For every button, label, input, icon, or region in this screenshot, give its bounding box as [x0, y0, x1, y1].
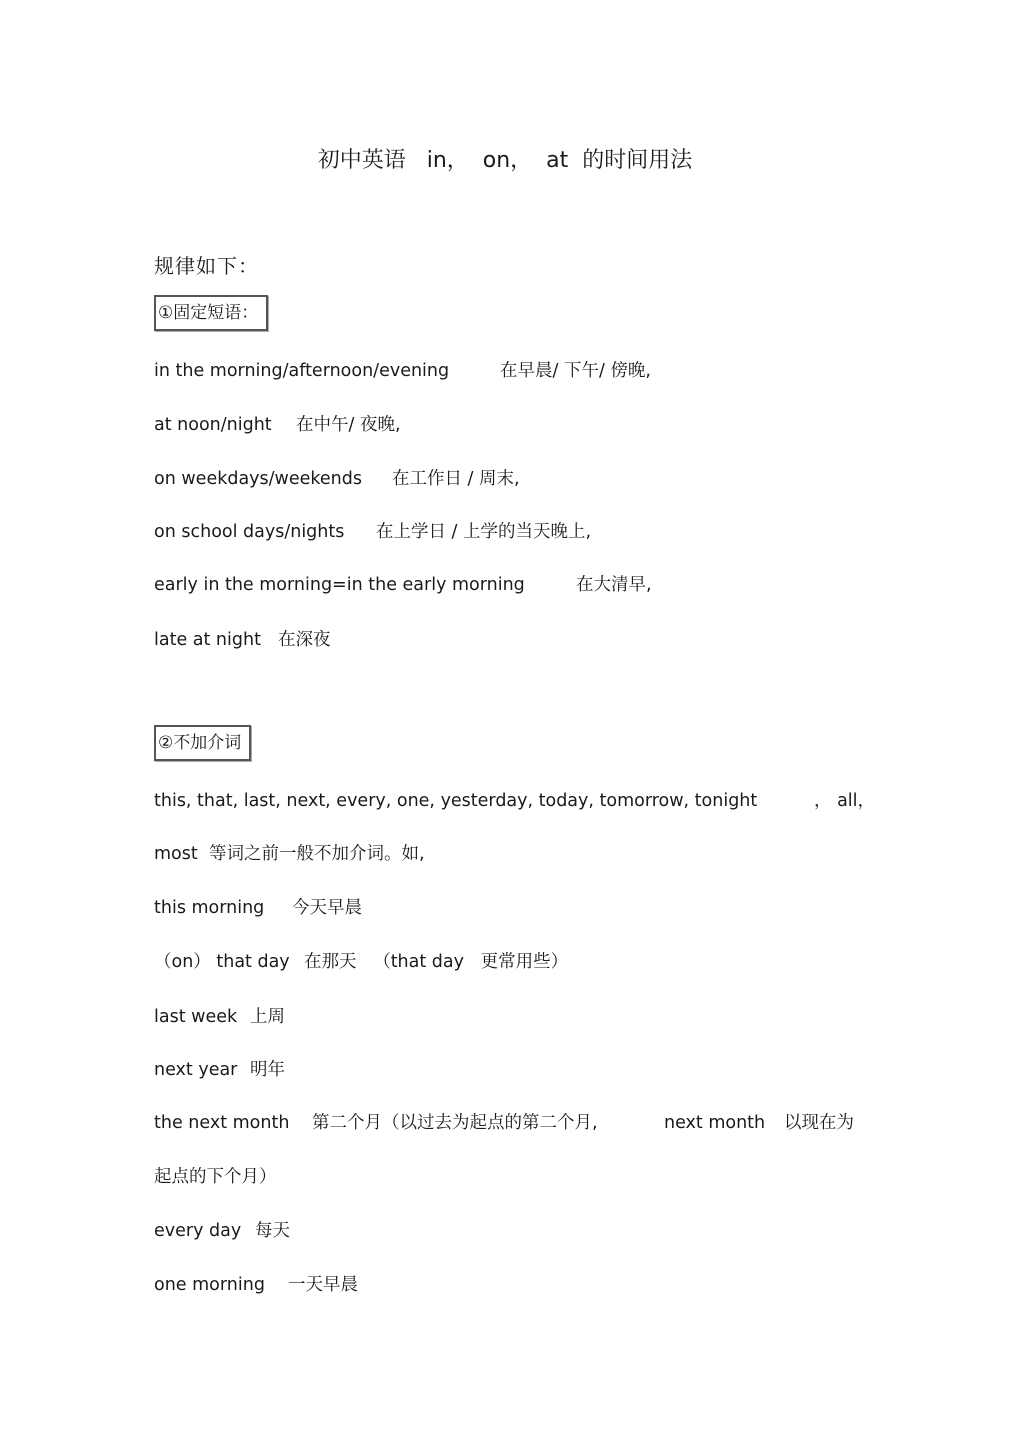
desc-line [154, 842, 425, 866]
phrase-en: at noon/night [154, 415, 272, 435]
phrase-line [154, 467, 520, 491]
phrase-en: late at night [154, 630, 261, 650]
example-line [154, 1005, 285, 1029]
example-en: （on） that day [154, 952, 290, 972]
example-zh: 明年 [250, 1060, 285, 1080]
phrase-zh: 在上学日 / 上学的当天晚上, [376, 522, 592, 542]
example-line [154, 950, 568, 974]
example-zh: 一天早晨 [288, 1275, 358, 1295]
phrase-zh: 在深夜 [278, 630, 331, 650]
phrase-zh: 在大清早, [576, 575, 652, 595]
phrase-line [154, 413, 401, 437]
example-line-continued [154, 1165, 277, 1189]
phrase-zh: 在早晨/ 下午/ 傍晚, [500, 361, 651, 381]
phrase-en: on weekdays/weekends [154, 469, 362, 489]
phrase-en: on school days/nights [154, 522, 345, 542]
intro-heading: 规律如下： [154, 254, 259, 278]
example-en: one morning [154, 1275, 265, 1295]
phrase-en: in the morning/afternoon/evening [154, 361, 450, 381]
phrase-line [154, 520, 591, 544]
example-zh-2: 以现在为 [784, 1113, 854, 1133]
section2-heading: ②不加介词 [158, 733, 242, 753]
section1-heading: ①固定短语： [158, 303, 259, 323]
example-en: next year [154, 1060, 238, 1080]
example-line [154, 1058, 285, 1082]
example-zh: 上周 [250, 1007, 285, 1027]
example-en: the next month [154, 1113, 290, 1133]
example-line [154, 1219, 290, 1243]
example-zh: 第二个月（以过去为起点的第二个月, [312, 1113, 598, 1133]
example-en: last week [154, 1007, 238, 1027]
example-en: this morning [154, 898, 265, 918]
desc-en: this, that, last, next, every, one, yesterday, today, tomorrow, tonight [154, 791, 758, 811]
desc-line [154, 789, 875, 813]
example-zh: 每天 [255, 1221, 290, 1241]
example-line [154, 896, 362, 920]
page-title: 初中英语 in， on， at 的时间用法 [317, 148, 693, 173]
phrase-en: early in the morning=in the early morning [154, 575, 525, 595]
example-zh: 起点的下个月） [154, 1167, 277, 1187]
phrase-line [154, 573, 652, 597]
section2-heading-box [154, 725, 251, 761]
example-en-2: next month [664, 1113, 766, 1133]
example-zh: 在那天 （that day 更常用些） [304, 952, 569, 972]
example-line [154, 1273, 358, 1297]
phrase-line [154, 359, 651, 383]
phrase-zh: 在中午/ 夜晚, [296, 415, 401, 435]
desc-tail: ， all， [814, 791, 876, 811]
example-zh: 今天早晨 [292, 898, 362, 918]
desc-zh: 等词之前一般不加介词。如, [209, 844, 425, 864]
example-en: every day [154, 1221, 242, 1241]
desc-en: most [154, 844, 198, 864]
example-line [154, 1111, 854, 1135]
phrase-line [154, 628, 331, 652]
phrase-zh: 在工作日 / 周末, [392, 469, 520, 489]
section1-heading-box [154, 295, 268, 331]
